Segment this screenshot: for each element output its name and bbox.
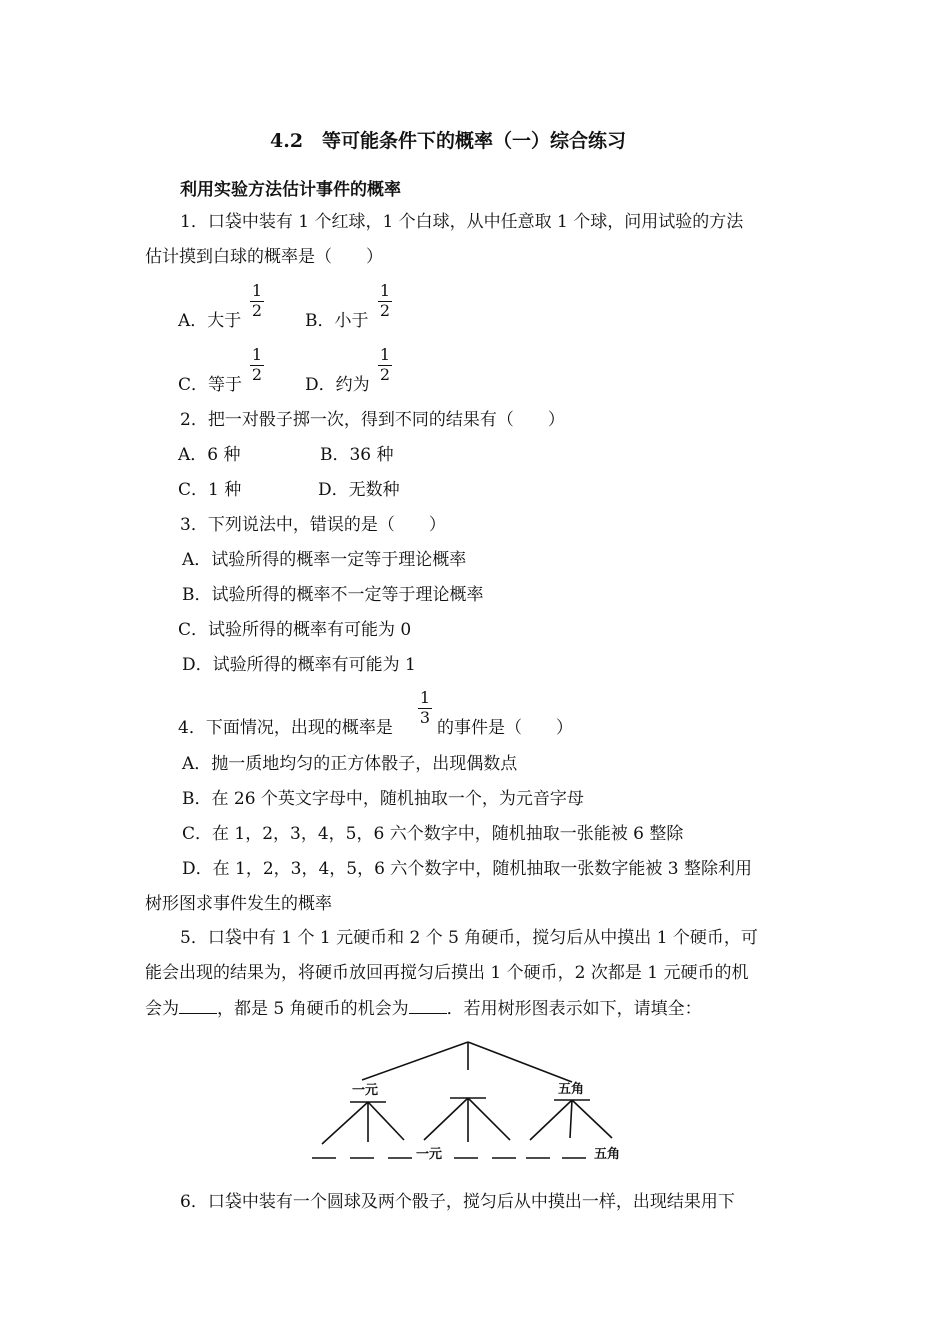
q5-line3-part-c: ．若用树形图表示如下，请填全：: [446, 999, 702, 1019]
tree-label-right: 五角: [558, 1082, 585, 1097]
right-leaf-3: [572, 1100, 612, 1138]
q5-line2: 能会出现的结果为，将硬币放回再搅匀后摸出 1 个硬币，2 次都是 1 元硬币的机: [145, 963, 749, 983]
q2-option-b: B．36 种: [320, 445, 394, 465]
q4-fraction: 1 3: [419, 688, 431, 727]
tree-leaf-label-end: 五角: [594, 1147, 621, 1162]
q1-stem-line1: 1．口袋中装有 1 个红球，1 个白球，从中任意取 1 个球，问用试验的方法: [180, 212, 744, 232]
q5-line1: 5．口袋中有 1 个 1 元硬币和 2 个 5 角硬币，搅匀后从中摸出 1 个硬币，可: [180, 928, 758, 948]
q2-stem: 2．把一对骰子掷一次，得到不同的结果有（ ）: [180, 410, 565, 430]
tree-label-left: 一元: [352, 1083, 379, 1098]
tree-diagram: [300, 1026, 640, 1166]
q4-option-d-line1: D．在 1，2，3，4，5，6 六个数字中，随机抽取一张数字能被 3 整除利用: [182, 859, 752, 879]
tree-leaf-label-mid: 一元: [416, 1147, 443, 1162]
mid-leaf-1: [424, 1098, 468, 1140]
q3-option-a: A．试验所得的概率一定等于理论概率: [182, 550, 467, 570]
q2-option-d: D．无数种: [318, 480, 400, 500]
q4-option-a: A．抛一质地均匀的正方体骰子，出现偶数点: [182, 754, 518, 774]
q3-stem: 3．下列说法中，错误的是（ ）: [180, 515, 446, 535]
root-branch-left: [362, 1042, 468, 1080]
q5-blank-2: [409, 999, 447, 1014]
q1-option-b: B．小于: [305, 311, 369, 331]
left-leaf-1: [322, 1102, 368, 1144]
q1-fraction-a: 1 2: [251, 281, 263, 320]
q1-stem-line2: 估计摸到白球的概率是（ ）: [145, 247, 383, 267]
q1-option-c: C．等于: [178, 375, 243, 395]
q4-option-c: C．在 1，2，3，4，5，6 六个数字中，随机抽取一张能被 6 整除: [182, 824, 684, 844]
right-leaf-2: [570, 1100, 572, 1138]
q3-option-c: C．试验所得的概率有可能为 0: [178, 620, 412, 640]
root-branch-right: [468, 1042, 572, 1082]
q5-line3-part-a: 会为: [145, 999, 179, 1019]
q3-option-d: D．试验所得的概率有可能为 1: [182, 655, 416, 675]
q4-stem-before: 4．下面情况，出现的概率是: [178, 718, 393, 738]
section-heading: 利用实验方法估计事件的概率: [180, 180, 401, 200]
q1-fraction-c: 1 2: [251, 345, 263, 384]
q1-option-d: D．约为: [305, 375, 370, 395]
mid-leaf-3: [468, 1098, 510, 1140]
q4-stem-after: 的事件是（ ）: [437, 718, 573, 738]
q5-line3: [145, 999, 702, 1018]
q5-blank-1: [179, 999, 217, 1014]
q1-fraction-d: 1 2: [379, 345, 391, 384]
right-leaf-1: [530, 1100, 572, 1140]
q2-option-a: A．6 种: [178, 445, 241, 465]
q1-fraction-b: 1 2: [379, 281, 391, 320]
left-leaf-3: [368, 1102, 404, 1140]
q4-option-d-line2: 树形图求事件发生的概率: [145, 894, 332, 914]
q1-option-a: A．大于: [178, 311, 242, 331]
page-title: 4.2 等可能条件下的概率（一）综合练习: [270, 130, 627, 152]
q6-line1: 6．口袋中装有一个圆球及两个骰子，搅匀后从中摸出一样，出现结果用下: [180, 1192, 735, 1212]
q4-option-b: B．在 26 个英文字母中，随机抽取一个，为元音字母: [182, 789, 584, 809]
q5-line3-part-b: ，都是 5 角硬币的机会为: [217, 999, 409, 1019]
q3-option-b: B．试验所得的概率不一定等于理论概率: [182, 585, 484, 605]
q2-option-c: C．1 种: [178, 480, 242, 500]
